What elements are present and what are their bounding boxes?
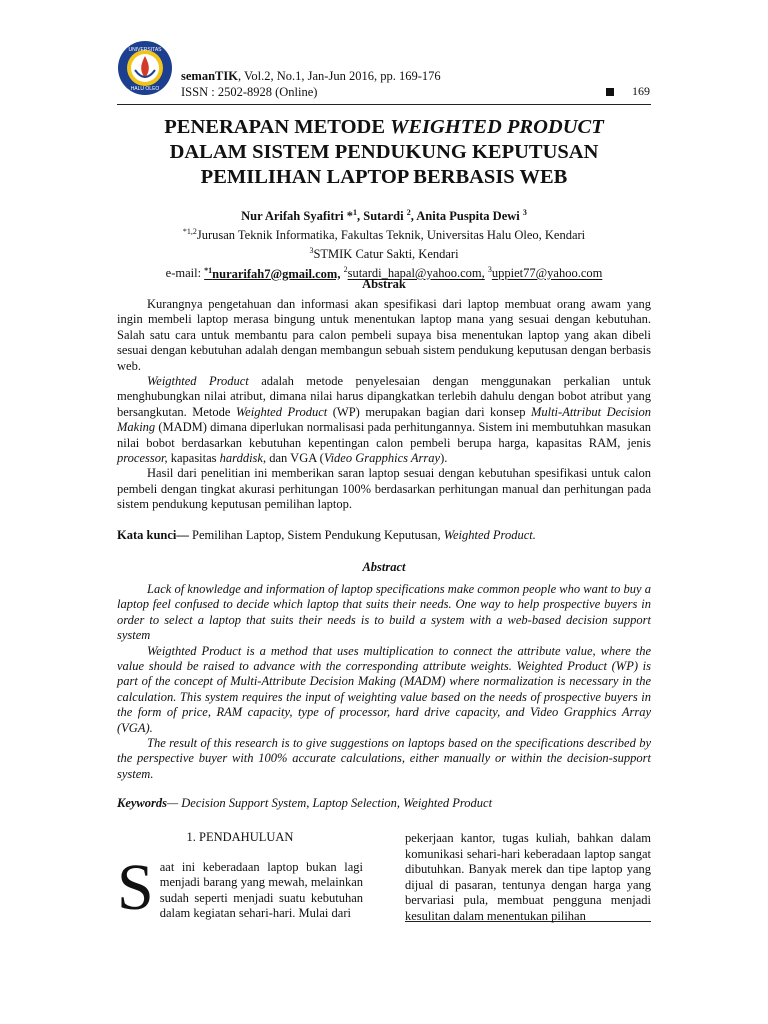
author-names: Nur Arifah Syafitri *$^1$, Sutardi $^2$, Anita Puspita Dewi $^3$ — [241, 208, 527, 224]
intro-left-text: aat ini keberadaan laptop bukan lagi menjadi barang yang mewah, melainkan sudah seperti menjadi suatu kebutuhan dalam kegiatan sehari-hari. Mulai dari — [159, 859, 363, 921]
affiliation-2: $^3$STMIK Catur Sakti, Kendari — [309, 246, 459, 262]
abstrak-paragraph-2: Weigthted Product adalah metode penyelesaian dengan menggunakan perkalian untuk menghubungkan nilai atribut, dimana nilai harus dipangkatkan terlebih dahulu dengan bobot atribut yang bersangkutan. Metode Weighted Product (WP) merupakan bagian dari konsep Multi-Attribut Decision Making (MADM) dimana diperlukan normalisasi pada perhitungannya. Sistem ini membutuhkan masukan nilai bobot berdasarkan kebutuhan kepentingan calon pembeli berupa harga, kapasitas RAM, jenis processor, kapasitas harddisk, dan VGA (Video Grapphics Array). — [117, 374, 652, 466]
intro-left-column — [117, 830, 363, 922]
email-line: e-mail: $^{*1}$nurarifah7@gmail.com, $^2$sutardi_hapal@yahoo.com, $^3$uppiet77@yahoo.com — [165, 265, 603, 281]
author-block — [117, 205, 651, 282]
title-line2: DALAM SISTEM PENDUKUNG KEPUTUSAN — [169, 141, 599, 163]
dropcap: S — [117, 850, 154, 924]
title-line1: PENERAPAN METODE — [164, 116, 391, 138]
abstract-paragraph-3: The result of this research is to give suggestions on laptops based on the specifications described by the perspective buyer with 100% accurate calculations, either manually or within the decision-support system. — [117, 736, 651, 781]
email-link-2[interactable]: sutardi_hapal@yahoo.com, — [347, 266, 485, 281]
email-link-3[interactable]: uppiet77@yahoo.com — [491, 266, 603, 281]
title-line3: PEMILIHAN LAPTOP BERBASIS WEB — [200, 166, 568, 188]
title-line1-italic: WEIGHTED PRODUCT — [390, 116, 604, 138]
abstract-heading: Abstract — [362, 560, 406, 574]
abstract-paragraph-1: Lack of knowledge and information of laptop specifications make common people who want to buy a laptop feel confused to decide which laptop that suits their needs. One way to help prospective buyers in order to select a laptop that suits their needs is to build a system with a web-based decision support system — [117, 582, 651, 643]
keywords: Keywords— Decision Support System, Laptop Selection, Weighted Product — [117, 796, 493, 810]
page-number: 169 — [632, 84, 650, 98]
issn: ISSN : 2502-8928 (Online) — [181, 85, 318, 99]
page-number-block — [606, 84, 650, 99]
footer-rule — [405, 921, 651, 922]
journal-volume: , Vol.2, No.1, Jan-Jun 2016, pp. 169-176 — [237, 69, 441, 83]
square-bullet-icon — [606, 88, 614, 96]
affiliation-1: $^{*1,2}$Jurusan Teknik Informatika, Fakultas Teknik, Universitas Halu Oleo, Kendari — [182, 227, 586, 243]
university-logo — [117, 40, 173, 96]
logo-text-top: UNIVERSITAS — [128, 47, 162, 53]
paper-title — [117, 115, 651, 190]
header-rule — [117, 104, 651, 105]
kata-kunci: Kata kunci— Pemilihan Laptop, Sistem Pendukung Keputusan, Weighted Product. — [117, 528, 536, 542]
intro-right-column — [405, 831, 651, 925]
logo-text-bottom: HALU OLEO — [130, 86, 160, 92]
journal-info — [181, 68, 441, 100]
intro-right-text: pekerjaan kantor, tugas kuliah, bahkan dalam komunikasi sehari-hari keberadaan laptop sangat dibutuhkan. Banyak merek dan tipe laptop yang dijual di pasaran, tentunya dengan harga yang bervariasi pula, membuat pengguna menjadi kesulitan dalam menentukan pilihan — [405, 831, 651, 923]
email-link-1[interactable]: $^{*1}$nurarifah7@gmail.com, — [204, 265, 341, 281]
abstrak-body — [117, 297, 651, 513]
abstract-body — [117, 582, 651, 782]
abstract-paragraph-2: Weigthted Product is a method that uses multiplication to connect the attribute value, where the value should be raised to advance with the corresponding attribute weights. Weighted Product (WP) is part of the concept of Multi-Attribute Decision Making (MADM) where normalization is necessary in the calculation. This system requires the input of weighting value based on the needs of prospective buyers in the form of price, RAM capacity, type of processor, hard drive capacity, and Video Grapphics Array (VGA). — [117, 643, 651, 735]
abstrak-paragraph-3: Hasil dari penelitian ini memberikan saran laptop sesuai dengan kebutuhan spesifikasi untuk calon pembeli dengan tingkat akurasi perhitungan 100% berdasarkan perhitungan manual dan perhitungan pada sistem pendukung keputusan pemilihan laptop. — [117, 466, 651, 512]
abstrak-paragraph-1: Kurangnya pengetahuan dan informasi akan spesifikasi dari laptop membuat orang awam yang ingin membeli laptop merasa bingung untuk menentukan laptop mana yang sesuai dengan kebutuhan. Salah satu cara untuk membantu para calon pembeli supaya bisa menentukan laptop yang akan dibeli sesuai dengan kebutuhan adalah dengan membangun sebuah sistem pendukung keputusan dengan berbasis web. — [117, 297, 651, 373]
section-title: 1. PENDAHULUAN — [186, 830, 294, 844]
abstrak-heading: Abstrak — [362, 277, 406, 291]
journal-name: semanTIK — [181, 69, 238, 83]
